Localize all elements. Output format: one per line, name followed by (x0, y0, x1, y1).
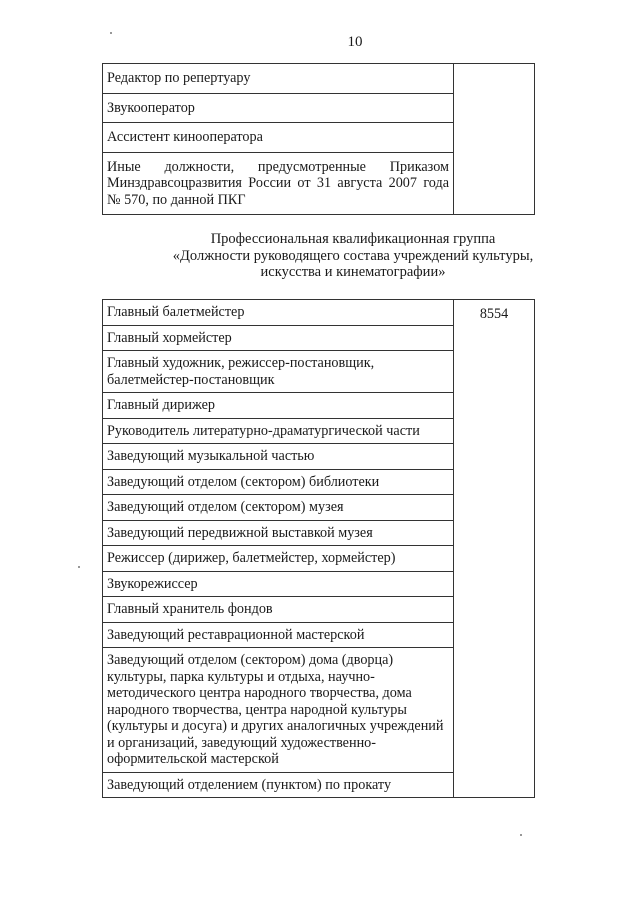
position-cell: Иные должности, предусмотренные Приказом Минздравсоцразвития России от 31 августа 2007 года № 570, по данной ПКГ (103, 152, 454, 215)
position-cell: Ассистент кинооператора (103, 123, 454, 153)
table-previous-group (102, 63, 535, 215)
position-cell: Заведующий передвижной выставкой музея (103, 520, 454, 546)
position-cell: Заведующий отделением (пунктом) по прокату (103, 772, 454, 798)
position-cell: Заведующий реставрационной мастерской (103, 622, 454, 648)
table-row (103, 300, 535, 326)
position-cell: Заведующий отделом (сектором) музея (103, 495, 454, 521)
position-cell: Звукооператор (103, 93, 454, 123)
position-cell: Редактор по репертуару (103, 64, 454, 94)
group-title-line: искусства и кинематографии» (260, 264, 446, 280)
position-cell: Заведующий отделом (сектором) библиотеки (103, 469, 454, 495)
group-title (150, 231, 556, 281)
position-cell: Заведующий музыкальной частью (103, 444, 454, 470)
scan-speck (78, 566, 80, 568)
position-cell: Режиссер (дирижер, балетмейстер, хормейстер) (103, 546, 454, 572)
table-management-group (102, 299, 535, 798)
position-cell: Главный балетмейстер (103, 300, 454, 326)
position-cell: Заведующий отделом (сектором) дома (дворца) культуры, парка культуры и отдыха, научно-методического центра народного творчества, дома народного творчества, центра народной культуры (культуры и досуга) и других аналогичных учреждений и организаций, заведующий художественно-оформительской мастерской (103, 648, 454, 773)
position-cell: Главный художник, режиссер-постановщик, балетмейстер-постановщик (103, 351, 454, 393)
salary-cell (454, 64, 535, 215)
scan-speck (520, 834, 522, 836)
page-number: 10 (347, 34, 363, 50)
position-cell: Звукорежиссер (103, 571, 454, 597)
position-cell: Главный хранитель фондов (103, 597, 454, 623)
group-title-line: Профессиональная квалификационная группа (210, 231, 496, 247)
scan-speck (110, 32, 112, 34)
salary-cell: 8554 (454, 300, 535, 798)
position-cell: Главный хормейстер (103, 325, 454, 351)
table-row (103, 64, 535, 94)
position-cell: Руководитель литературно-драматургической части (103, 418, 454, 444)
position-cell: Главный дирижер (103, 393, 454, 419)
group-title-line: «Должности руководящего состава учреждений культуры, (172, 247, 534, 264)
